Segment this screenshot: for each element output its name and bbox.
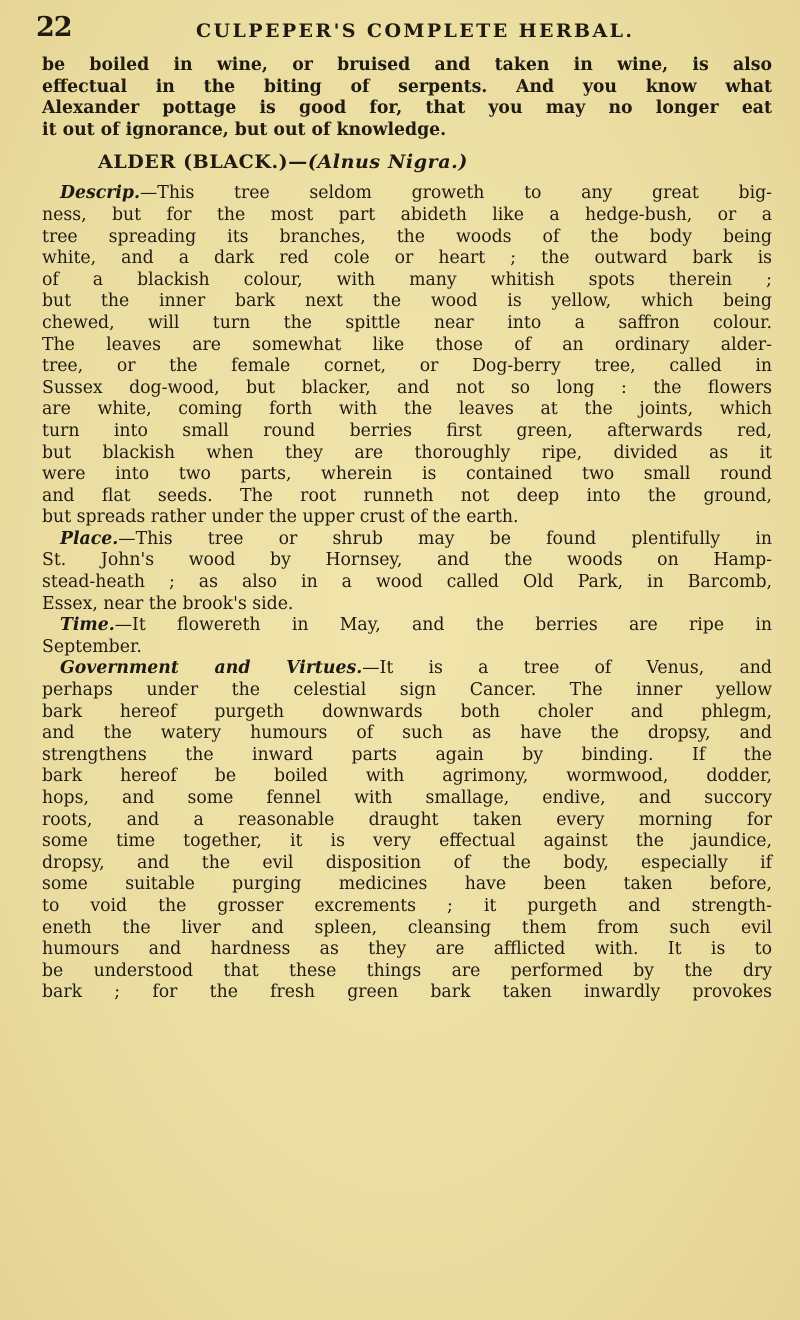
page-header (36, 12, 778, 52)
description-paragraph (42, 183, 772, 529)
text-line (42, 658, 772, 680)
text-line (42, 615, 772, 637)
text-line (42, 529, 772, 551)
text-line: were into two parts, wherein is contained two small round (42, 464, 772, 485)
text-line: The leaves are somewhat like those of an ordinary alder- (42, 334, 772, 355)
text-line: some suitable purging medicines have been taken before, (42, 874, 772, 895)
text-line: humours and hardness as they are afflicted with. It is to (42, 939, 772, 960)
text-line: but spreads rather under the upper crust of the earth. (42, 507, 519, 528)
text-line: hops, and some fennel with smallage, endive, and succory (42, 788, 772, 808)
government-label: Government and Virtues. (60, 658, 363, 679)
text-line: bark ; for the fresh green bark taken inwardly provokes (42, 982, 772, 1003)
text-line: be understood that these things are performed by the dry (42, 960, 772, 981)
text-line: turn into small round berries first green, afterwards red, (42, 420, 772, 441)
text-line: strengthens the inward parts again by binding. If the (42, 744, 772, 765)
description-label: Descrip. (60, 183, 141, 204)
place-first-line: —This tree or shrub may be found plentifully in (118, 528, 772, 549)
text-line: tree, or the female cornet, or Dog-berry tree, called in (42, 356, 772, 377)
text-line: but the inner bark next the wood is yellow, which being (42, 291, 772, 312)
text-line: be boiled in wine, or bruised and taken in wine, is also (42, 55, 772, 75)
government-paragraph (42, 658, 772, 1004)
entry-heading (42, 143, 772, 181)
text-line: of a blackish colour, with many whitish spots therein ; (42, 269, 772, 290)
text-line: effectual in the biting of serpents. And you know what (42, 76, 772, 97)
place-label: Place. (60, 528, 119, 549)
text-line: stead-heath ; as also in a wood called Old Park, in Barcomb, (42, 572, 772, 593)
text-line: Alexander pottage is good for, that you may no longer eat (42, 98, 772, 119)
text-line: to void the grosser excrements ; it purgeth and strength- (42, 895, 772, 916)
entry-name: ALDER (BLACK.)— (98, 151, 308, 174)
text-line: Sussex dog-wood, but blacker, and not so long : the flowers (42, 377, 772, 398)
text-line: Essex, near the brook's side. (42, 593, 294, 614)
text-line: white, and a dark red cole or heart ; the outward bark is (42, 248, 772, 269)
time-first-line: —It flowereth in May, and the berries are ripe in (114, 615, 772, 636)
text-line: ness, but for the most part abideth like a hedge-bush, or a (42, 204, 772, 225)
text-line: tree spreading its branches, the woods of the body being (42, 226, 772, 247)
text-line: bark hereof purgeth downwards both choler and phlegm, (42, 701, 772, 722)
text-line: are white, coming forth with the leaves at the joints, which (42, 399, 772, 420)
entry-latin-name: (Alnus Nigra.) (307, 151, 468, 174)
text-line (42, 183, 772, 205)
text-line: St. John's wood by Hornsey, and the woods on Hamp- (42, 550, 772, 571)
running-head: CULPEPER'S COMPLETE HERBAL. (196, 20, 635, 42)
text-line: it out of ignorance, but out of knowledge. (42, 119, 447, 140)
text-line: but blackish when they are thoroughly ripe, divided as it (42, 442, 772, 463)
text-line: and flat seeds. The root runneth not deep into the ground, (42, 485, 772, 506)
text-line: roots, and a reasonable draught taken every morning for (42, 809, 772, 830)
text-line: dropsy, and the evil disposition of the body, especially if (42, 852, 772, 873)
text-line: eneth the liver and spleen, cleansing them from such evil (42, 917, 772, 938)
place-paragraph (42, 529, 772, 615)
text-line: and the watery humours of such as have the dropsy, and (42, 723, 772, 744)
text-line: bark hereof be boiled with agrimony, wormwood, dodder, (42, 766, 772, 787)
text-line: some time together, it is very effectual against the jaundice, (42, 831, 772, 852)
description-first-line: —This tree seldom groweth to any great big- (140, 183, 772, 204)
time-paragraph (42, 615, 772, 658)
text-line: perhaps under the celestial sign Cancer. The inner yellow (42, 680, 772, 701)
page-number: 22 (36, 12, 72, 43)
text-line: chewed, will turn the spittle near into a saffron colour. (42, 312, 772, 333)
text-line: September. (42, 636, 142, 657)
body-text (42, 55, 772, 1004)
time-label: Time. (60, 615, 115, 636)
intro-paragraph (42, 55, 772, 141)
government-first-line: —It is a tree of Venus, and (362, 658, 772, 679)
